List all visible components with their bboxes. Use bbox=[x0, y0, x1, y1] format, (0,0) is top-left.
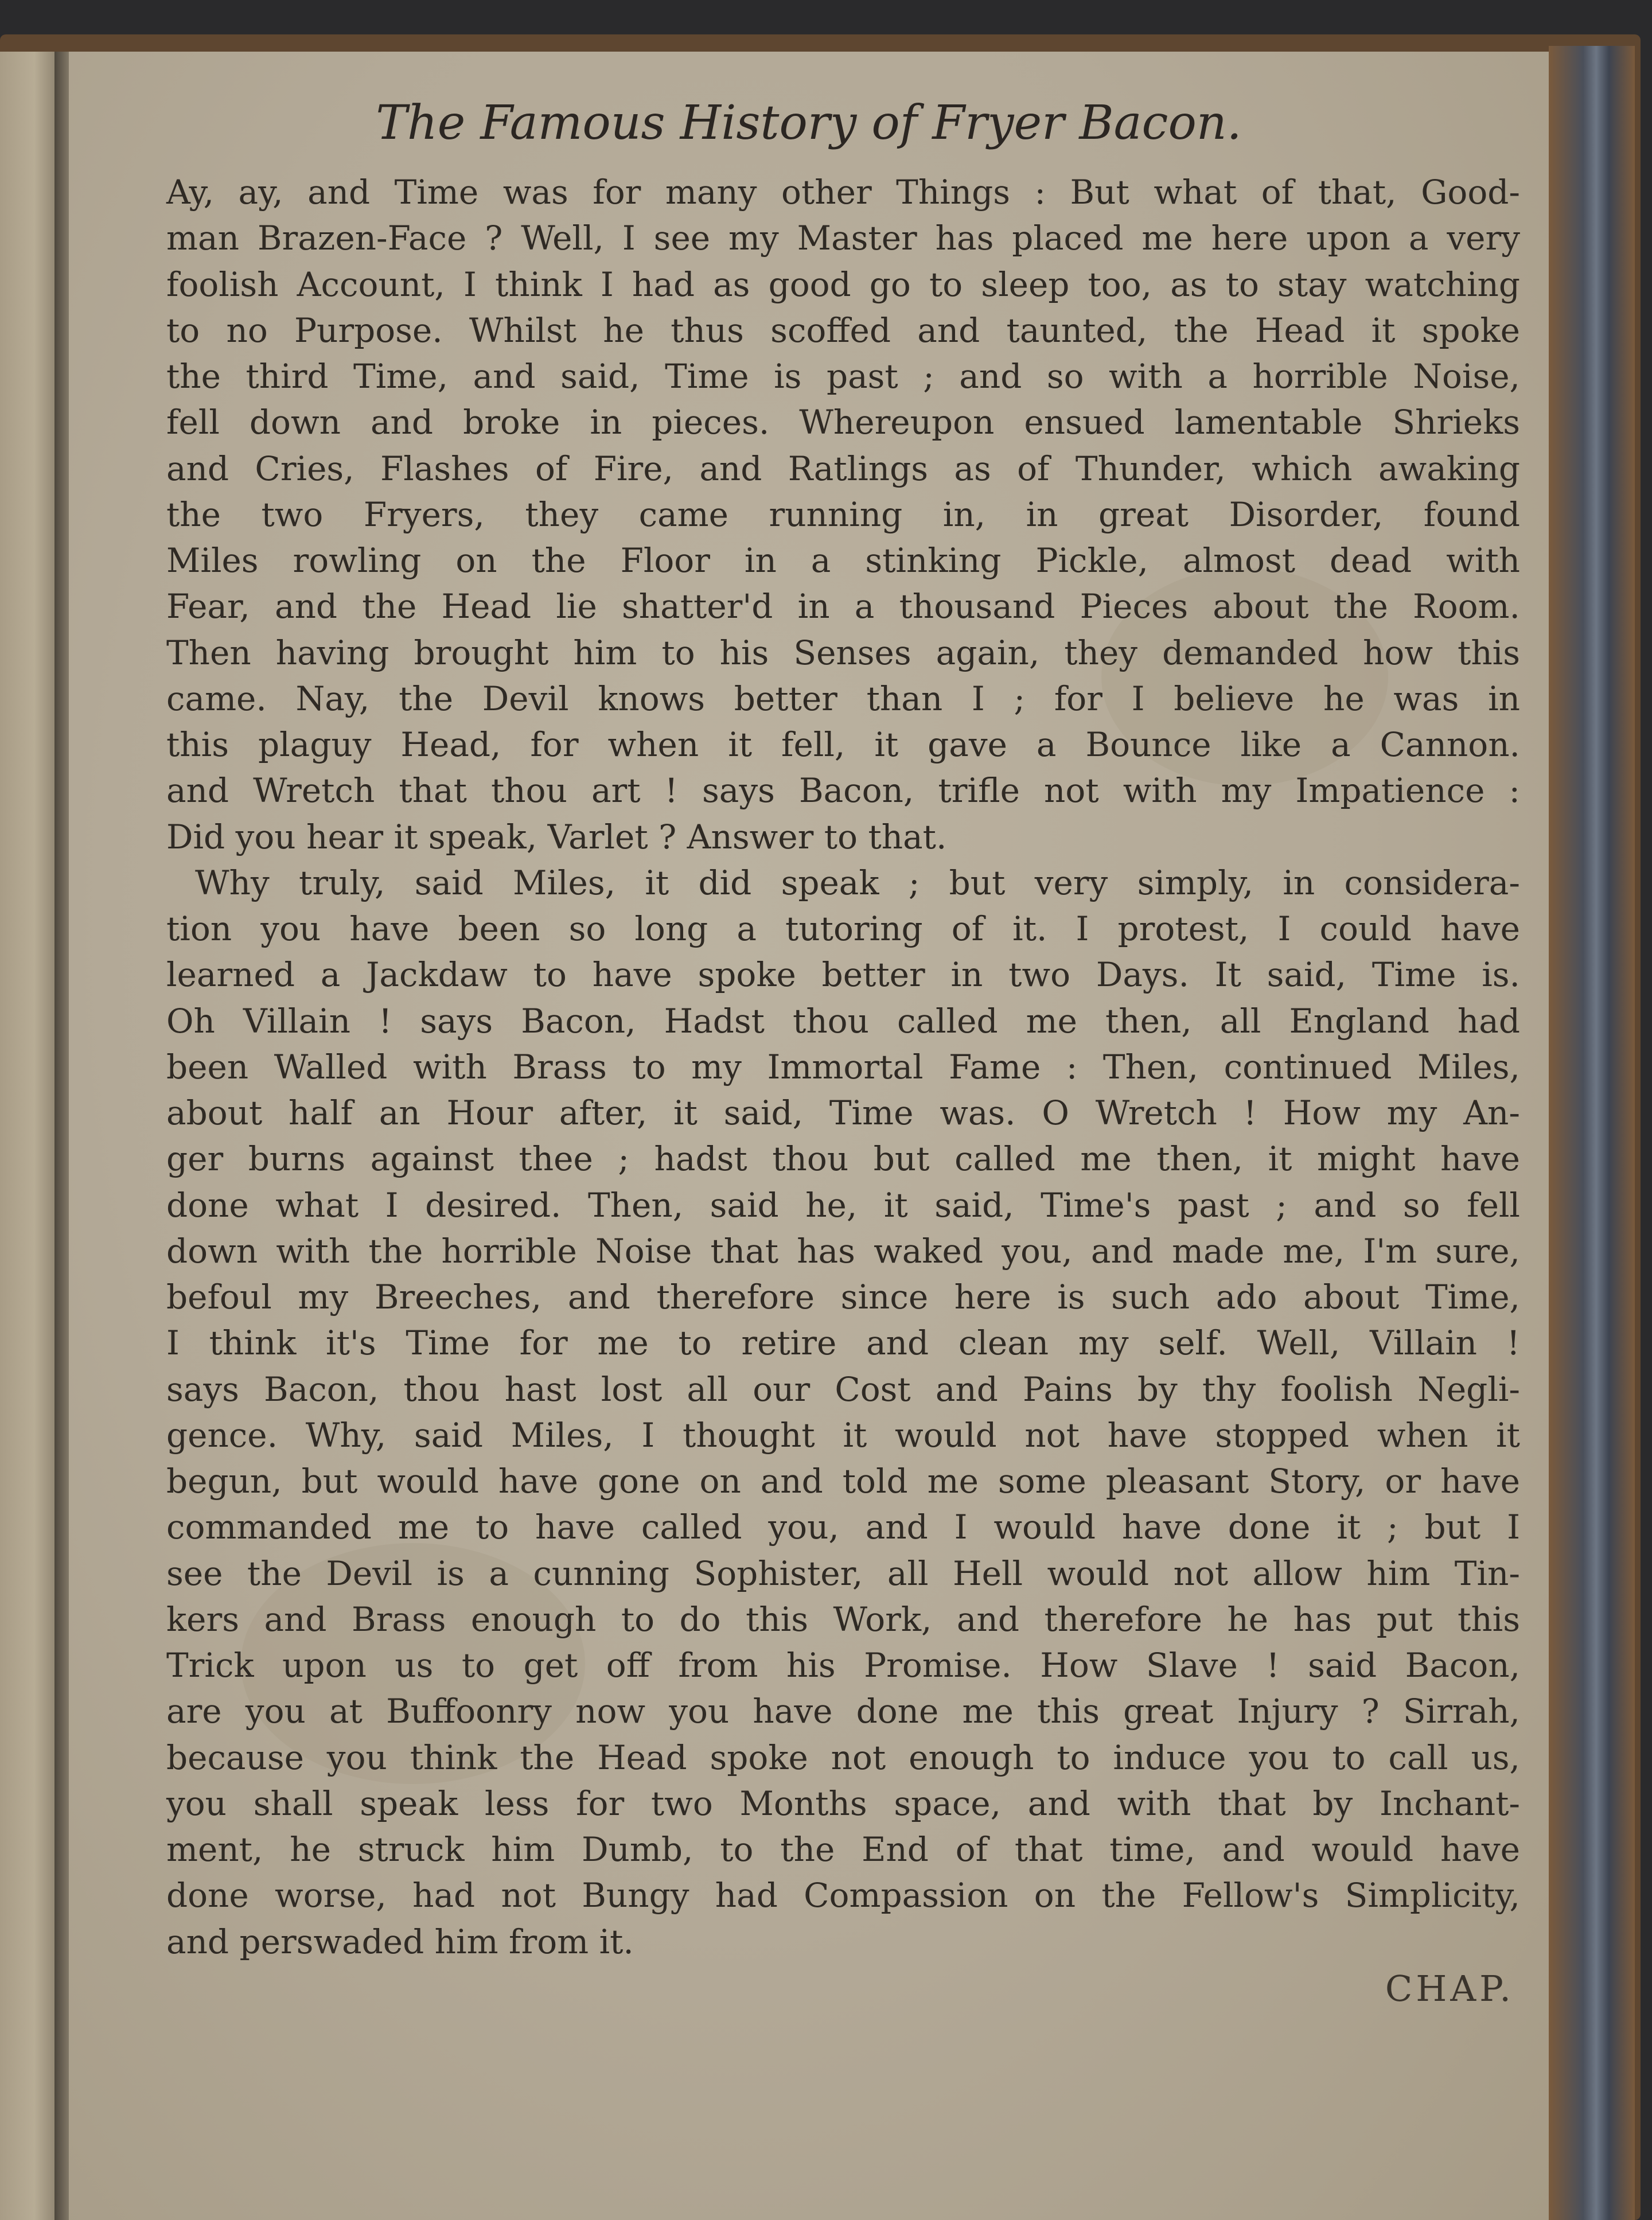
text-line: Did you hear it speak, Varlet ? Answer to that. bbox=[166, 817, 947, 856]
previous-page-edge bbox=[0, 52, 57, 2220]
text-line: about half an Hour after, it said, Time was. O Wretch ! How my An- bbox=[166, 1093, 1520, 1132]
cover-board-edge bbox=[1549, 46, 1635, 2220]
catchword: CHAP. bbox=[1385, 1968, 1514, 2009]
text-line: the two Fryers, they came running in, in great Disorder, found bbox=[166, 494, 1520, 534]
text-line: tion you have been so long a tutoring of it. I protest, I could have bbox=[166, 909, 1520, 948]
text-line: this plaguy Head, for when it fell, it gave a Bounce like a Cannon. bbox=[166, 725, 1520, 764]
text-line: Fear, and the Head lie shatter'd in a thousand Pieces about the Room. bbox=[166, 587, 1520, 626]
text-line: are you at Buffoonry now you have done me this great Injury ? Sirrah, bbox=[166, 1692, 1520, 1731]
text-line: learned a Jackdaw to have spoke better in two Days. It said, Time is. bbox=[166, 955, 1520, 995]
text-line: foolish Account, I think I had as good go to sleep too, as to stay watching bbox=[166, 264, 1520, 304]
text-line: Oh Villain ! says Bacon, Hadst thou called me then, all England had bbox=[166, 1001, 1520, 1041]
text-line: the third Time, and said, Time is past ; and so with a horrible Noise, bbox=[166, 357, 1520, 396]
text-line: Miles rowling on the Floor in a stinking Pickle, almost dead with bbox=[166, 541, 1520, 580]
text-line: man Brazen-Face ? Well, I see my Master has placed me here upon a very bbox=[166, 219, 1520, 258]
text-line: done worse, had not Bungy had Compassion on the Fellow's Simplicity, bbox=[166, 1876, 1520, 1915]
text-line: ger burns against thee ; hadst thou but called me then, it might have bbox=[166, 1139, 1520, 1179]
text-line: I think it's Time for me to retire and clean my self. Well, Villain ! bbox=[166, 1323, 1520, 1363]
text-line: and perswaded him from it. bbox=[166, 1922, 634, 1961]
book-page bbox=[69, 52, 1549, 2220]
text-line: ment, he struck him Dumb, to the End of that time, and would have bbox=[166, 1830, 1520, 1869]
text-line: gence. Why, said Miles, I thought it would not have stopped when it bbox=[166, 1415, 1520, 1455]
text-line: Trick upon us to get off from his Promise. How Slave ! said Bacon, bbox=[166, 1646, 1520, 1685]
text-line: Ay, ay, and Time was for many other Things : But what of that, Good- bbox=[166, 173, 1520, 212]
text-line: done what I desired. Then, said he, it said, Time's past ; and so fell bbox=[166, 1185, 1520, 1225]
text-line: befoul my Breeches, and therefore since here is such ado about Time, bbox=[166, 1278, 1520, 1317]
text-line: see the Devil is a cunning Sophister, all Hell would not allow him Tin- bbox=[166, 1553, 1520, 1593]
page-title: The Famous History of Fryer Bacon. bbox=[376, 96, 1242, 150]
text-line: Why truly, said Miles, it did speak ; but very simply, in considera- bbox=[195, 863, 1520, 902]
text-line: and Wretch that thou art ! says Bacon, trifle not with my Impatience : bbox=[166, 771, 1520, 811]
text-line: begun, but would have gone on and told me some pleasant Story, or have bbox=[166, 1462, 1520, 1501]
text-line: came. Nay, the Devil knows better than I ; for I believe he was in bbox=[166, 679, 1520, 718]
text-line: been Walled with Brass to my Immortal Fame : Then, continued Miles, bbox=[166, 1047, 1520, 1086]
text-line: down with the horrible Noise that has waked you, and made me, I'm sure, bbox=[166, 1231, 1520, 1271]
text-line: says Bacon, thou hast lost all our Cost and Pains by thy foolish Negli- bbox=[166, 1369, 1520, 1409]
text-line: fell down and broke in pieces. Whereupon ensued lamentable Shrieks bbox=[166, 403, 1520, 442]
text-line: commanded me to have called you, and I would have done it ; but I bbox=[166, 1508, 1520, 1547]
text-line: Then having brought him to his Senses again, they demanded how this bbox=[166, 633, 1520, 672]
text-line: to no Purpose. Whilst he thus scoffed and taunted, the Head it spoke bbox=[166, 310, 1520, 350]
body-text bbox=[166, 169, 1520, 1965]
text-line: and Cries, Flashes of Fire, and Ratlings as of Thunder, which awaking bbox=[166, 449, 1520, 488]
text-line: because you think the Head spoke not enough to induce you to call us, bbox=[166, 1738, 1520, 1777]
text-line: kers and Brass enough to do this Work, and therefore he has put this bbox=[166, 1599, 1520, 1639]
text-line: you shall speak less for two Months space, and with that by Inchant- bbox=[166, 1783, 1520, 1823]
